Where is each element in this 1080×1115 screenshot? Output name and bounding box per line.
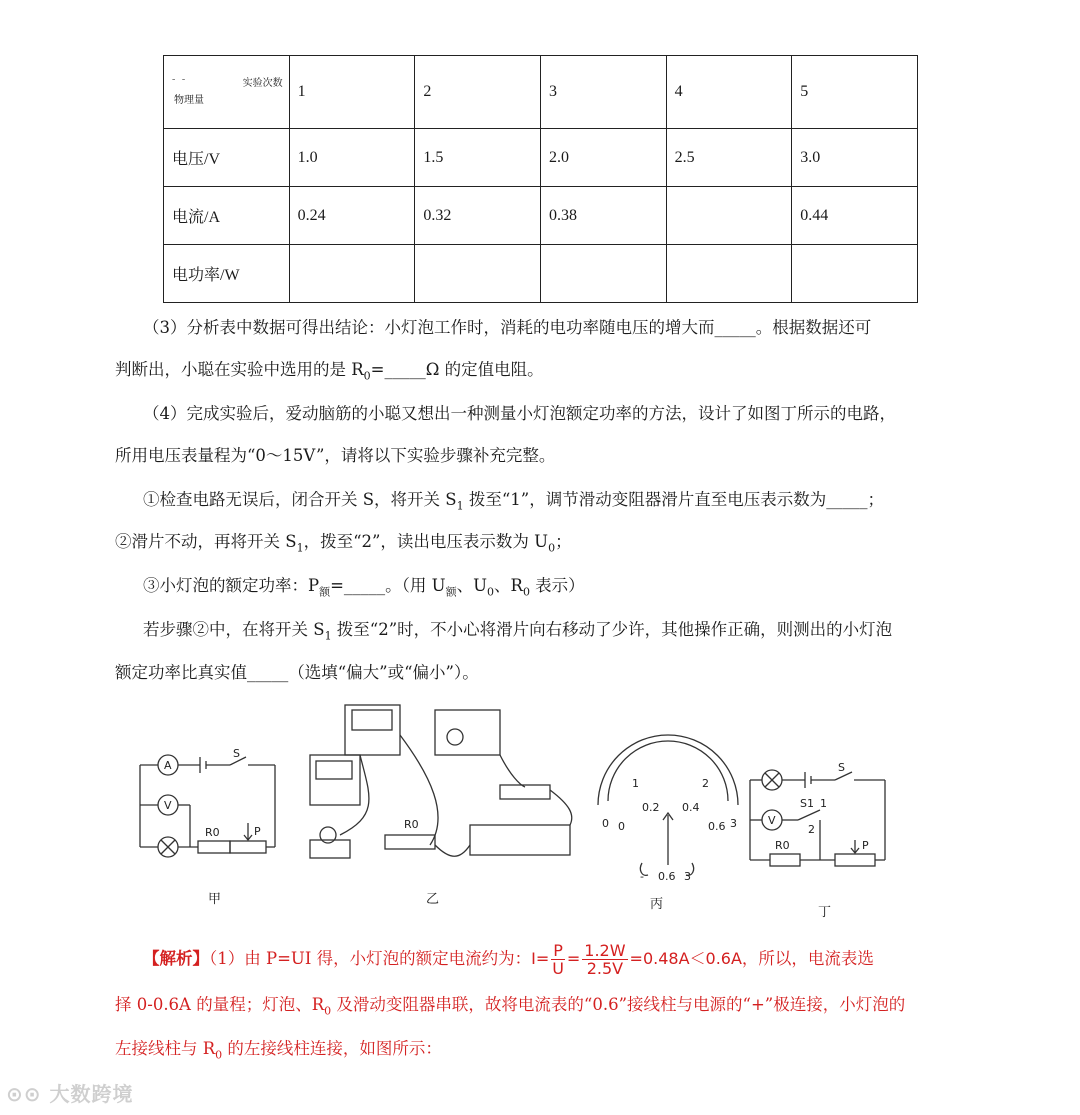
extra-text: 若步骤②中，在将开关 S — [143, 620, 325, 639]
fraction-values — [582, 942, 627, 977]
pos2-label: 2 — [808, 823, 815, 836]
analysis-text: 的左接线柱连接，如图所示： — [222, 1039, 442, 1058]
analysis-text: 择 0-0.6A 的量程；灯泡、R — [115, 995, 325, 1014]
column-header: 3 — [540, 56, 666, 129]
table-cell — [289, 245, 415, 303]
table-cell — [666, 187, 792, 245]
q4-line-2: 所用电压表量程为“0～15V”，请将以下实验步骤补充完整。 — [115, 446, 556, 465]
circuit-jia — [140, 755, 275, 857]
fraction-p-u — [551, 942, 565, 977]
header-bottom-label: 物理量 — [174, 95, 204, 106]
current-formula — [531, 942, 742, 977]
fraction-denominator: 2.5V — [586, 959, 624, 978]
watermark-text: 大数跨境 — [49, 1082, 134, 1106]
step-text: ，拨至“2”，读出电压表示数为 U — [303, 532, 549, 551]
table-cell: 1.5 — [415, 129, 541, 187]
subscript: 额 — [445, 585, 457, 599]
subscript: 0 — [215, 1048, 223, 1062]
circuit-diagrams — [130, 695, 910, 925]
terminal-label: 0.6 — [658, 870, 676, 883]
p-label: P — [254, 825, 261, 838]
table-cell: 1.0 — [289, 129, 415, 187]
row-label: 电压/V — [164, 129, 290, 187]
column-header: 4 — [666, 56, 792, 129]
q4-step-3 — [143, 575, 585, 603]
table-cell — [415, 245, 541, 303]
meter-tick: 0 — [602, 817, 609, 830]
meter-tick: 0.6 — [708, 820, 726, 833]
table-row — [164, 245, 918, 303]
table-cell: 0.38 — [540, 187, 666, 245]
subscript: 0 — [522, 585, 530, 599]
terminal-label: - — [640, 870, 644, 883]
table-cell: 0.24 — [289, 187, 415, 245]
analysis-text: ，所以，电流表选 — [741, 949, 874, 968]
voltmeter-label: V — [164, 799, 172, 812]
table-cell — [666, 245, 792, 303]
meter-bing — [598, 735, 738, 875]
table-cell: 2.0 — [540, 129, 666, 187]
caption-jia: 甲 — [208, 892, 222, 907]
subscript: 1 — [296, 541, 304, 555]
row-label: 电流/A — [164, 187, 290, 245]
s1-label: S1 — [800, 797, 814, 810]
step-text: ③小灯泡的额定功率：P — [143, 576, 320, 595]
subscript: 额 — [319, 585, 331, 599]
meter-tick: 0.4 — [682, 801, 700, 814]
pos1-label: 1 — [820, 797, 827, 810]
switch-label-ding: S — [838, 761, 845, 774]
q4-extra-line-2: 额定功率比真实值_____（选填“偏大”或“偏小”）。 — [115, 663, 479, 682]
table-cell: 2.5 — [666, 129, 792, 187]
header-dash: - - — [172, 74, 188, 85]
watermark — [6, 1078, 133, 1107]
extra-text: 拨至“2”时，不小心将滑片向右移动了少许，其他操作正确，则测出的小灯泡 — [331, 620, 893, 639]
p-label-ding: P — [862, 839, 869, 852]
header-top-label: 实验次数 — [242, 78, 283, 89]
table-row — [164, 187, 918, 245]
table-cell: 3.0 — [792, 129, 918, 187]
meter-tick: 0 — [618, 820, 625, 833]
meter-tick: 3 — [730, 817, 737, 830]
fraction-denominator: U — [552, 959, 564, 978]
step-text: ； — [555, 532, 572, 551]
analysis-line-3 — [115, 1038, 442, 1066]
step-text: 拨至“1”，调节滑动变阻器滑片直至电压表示数为_____； — [463, 490, 884, 509]
formula-part: I= — [531, 949, 550, 968]
formula-part: = — [566, 949, 581, 968]
q3-text: =_____Ω 的定值电阻。 — [370, 360, 544, 379]
step-text: 表示） — [529, 576, 585, 595]
caption-ding: 丁 — [818, 905, 832, 920]
table-cell — [540, 245, 666, 303]
subscript: 0 — [487, 585, 494, 599]
table-row — [164, 129, 918, 187]
meter-tick: 2 — [702, 777, 709, 790]
terminal-label: 3 — [684, 870, 691, 883]
caption-bing: 丙 — [650, 897, 664, 912]
subscript: 0 — [324, 1004, 332, 1018]
q4-extra-line-1 — [143, 619, 892, 647]
analysis-line-2 — [115, 994, 905, 1022]
q4-line-1: （4）完成实验后，爱动脑筋的小聪又想出一种测量小灯泡额定功率的方法，设计了如图丁所示的电路， — [143, 404, 896, 423]
apparatus-yi — [310, 705, 572, 858]
analysis-text: （1）由 P=UI 得，小灯泡的额定电流约为： — [209, 949, 532, 968]
r0-label-ding: R0 — [775, 839, 790, 852]
step-text: 、R — [494, 576, 523, 595]
subscript: 0 — [548, 541, 556, 555]
q4-step-1 — [143, 489, 884, 517]
fraction-numerator: P — [553, 941, 563, 960]
fraction-numerator: 1.2W — [584, 941, 626, 960]
step-text: ①检查电路无误后，闭合开关 S，将开关 S — [143, 490, 457, 509]
subscript: 1 — [456, 499, 464, 513]
q4-step-2 — [115, 531, 572, 559]
watermark-logo-icon: ⊙⊙ — [6, 1082, 50, 1106]
step-text: ②滑片不动，再将开关 S — [115, 532, 297, 551]
step-text: =_____。（用 U — [330, 576, 446, 595]
analysis-text: 及滑动变阻器串联，故将电流表的“0.6”接线柱与电源的“+”极连接，小灯泡的 — [331, 995, 906, 1014]
q3-line-2 — [115, 359, 544, 387]
table-header-row — [164, 56, 918, 129]
subscript: 0 — [363, 369, 371, 383]
q3-line-1: （3）分析表中数据可得出结论：小灯泡工作时，消耗的电功率随电压的增大而_____。根据数据还可 — [143, 318, 872, 337]
row-label: 电功率/W — [164, 245, 290, 303]
step-text: 、U — [456, 576, 487, 595]
diagonal-header-cell — [164, 56, 290, 129]
table-cell — [792, 245, 918, 303]
column-header: 5 — [792, 56, 918, 129]
switch-label: S — [233, 747, 240, 760]
meter-tick: 1 — [632, 777, 639, 790]
column-header: 2 — [415, 56, 541, 129]
table-cell: 0.44 — [792, 187, 918, 245]
r0-label-yi: R0 — [404, 818, 419, 831]
q3-text: 判断出，小聪在实验中选用的是 R — [115, 360, 364, 379]
circuit-figure — [130, 695, 910, 925]
r0-label: R0 — [205, 826, 220, 839]
experiment-table — [163, 55, 918, 303]
analysis-text: 左接线柱与 R — [115, 1039, 216, 1058]
analysis-tag: 【解析】 — [143, 949, 209, 968]
formula-part: =0.48A＜0.6A — [629, 949, 742, 968]
caption-yi: 乙 — [426, 892, 440, 907]
meter-tick: 0.2 — [642, 801, 660, 814]
ammeter-label: A — [164, 759, 172, 772]
column-header: 1 — [289, 56, 415, 129]
table-cell: 0.32 — [415, 187, 541, 245]
analysis-line-1 — [143, 942, 874, 977]
subscript: 1 — [324, 629, 332, 643]
voltmeter-label-ding: V — [768, 814, 776, 827]
